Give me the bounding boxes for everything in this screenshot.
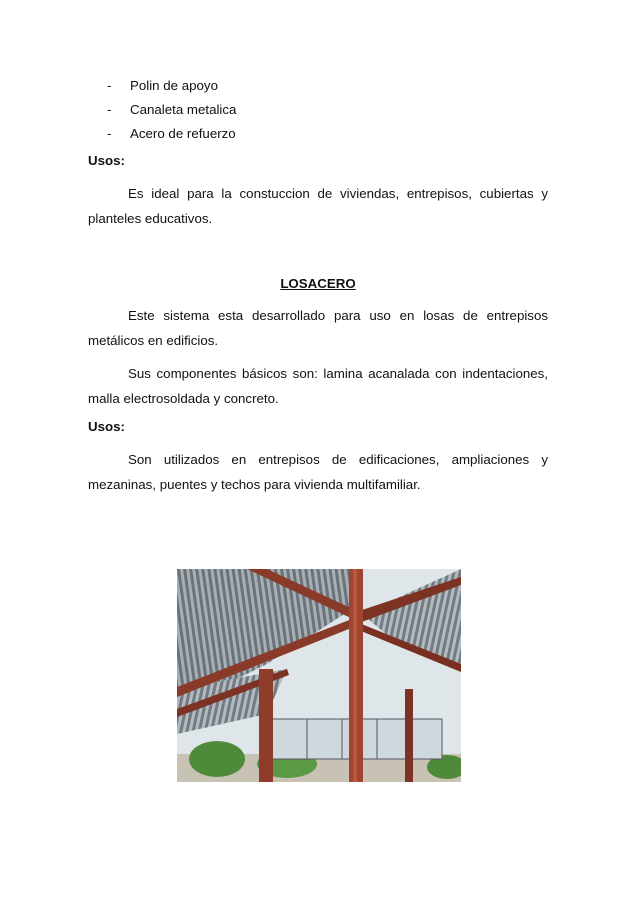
usos-paragraph: Es ideal para la constuccion de viviendas, entrepisos, cubiertas y planteles educativos.	[88, 186, 548, 226]
usos-heading: Usos:	[88, 153, 125, 168]
steel-deck-illustration	[177, 569, 461, 782]
components-list	[107, 74, 236, 146]
losacero-usos-paragraph: Son utilizados en entrepisos de edificaciones, ampliaciones y mezaninas, puentes y techos para vivienda multifamiliar.	[88, 452, 548, 492]
list-item	[107, 122, 236, 146]
list-marker: -	[107, 78, 112, 93]
list-marker: -	[107, 126, 112, 141]
list-item	[107, 98, 236, 122]
usos-heading-2: Usos:	[88, 419, 125, 434]
section-title: LOSACERO	[280, 276, 356, 291]
steel-deck-photo	[177, 569, 461, 782]
list-item-text: Acero de refuerzo	[130, 126, 236, 141]
losacero-paragraph-1: Este sistema esta desarrollado para uso en losas de entrepisos metálicos en edificios.	[88, 308, 548, 348]
list-marker: -	[107, 102, 112, 117]
list-item-text: Canaleta metalica	[130, 102, 237, 117]
list-item-text: Polin de apoyo	[130, 78, 218, 93]
losacero-paragraph-2: Sus componentes básicos son: lamina acanalada con indentaciones, malla electrosoldada y concreto.	[88, 366, 548, 406]
list-item	[107, 74, 236, 98]
